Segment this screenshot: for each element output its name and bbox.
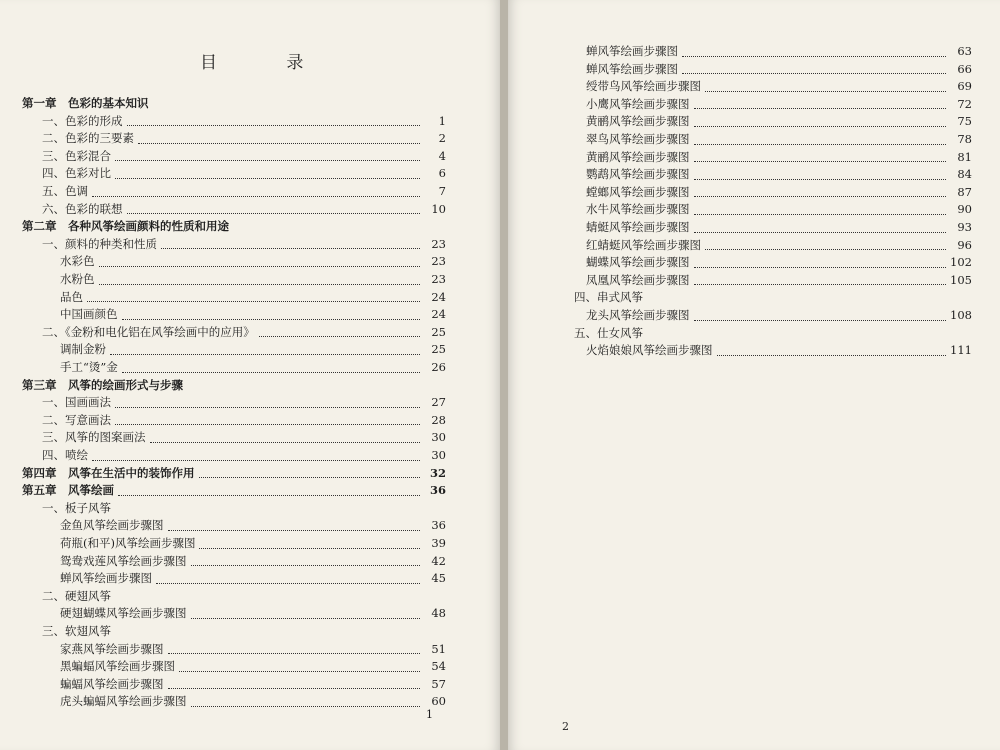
toc-entry-label: 黄鹂风筝绘画步骤图 [586, 114, 690, 129]
toc-entry [60, 516, 446, 534]
leader-dots [259, 326, 420, 337]
toc-entry-page: 45 [431, 571, 446, 586]
leader-dots [87, 291, 420, 302]
toc-entry-page: 51 [431, 641, 446, 656]
toc-entry [586, 148, 972, 166]
toc-entry-label: 黄鹂风筝绘画步骤图 [586, 149, 690, 164]
toc-entry-label: 黑蝙蝠风筝绘画步骤图 [60, 659, 175, 674]
toc-entry-page: 75 [957, 114, 972, 129]
toc-entry-label: 蝉风筝绘画步骤图 [586, 44, 678, 58]
book-gutter [500, 0, 508, 750]
leader-dots [179, 661, 420, 672]
leader-dots [694, 98, 947, 109]
leader-dots [191, 555, 421, 566]
toc-entry-page: 108 [950, 308, 972, 322]
toc-entry-label: 螳螂风筝绘画步骤图 [586, 184, 690, 199]
toc-entry-label: 第五章 风筝绘画 [22, 483, 114, 498]
toc-entry [42, 182, 446, 200]
toc-list-right [508, 0, 1000, 750]
toc-entry-label: 三、风筝的图案画法 [42, 430, 146, 445]
leader-dots [99, 256, 421, 267]
toc-entry-label: 五、仕女风筝 [574, 325, 643, 340]
leader-dots [694, 169, 947, 180]
leader-dots [191, 696, 421, 707]
toc-entry [60, 657, 446, 675]
toc-entry [42, 587, 446, 605]
leader-dots [115, 414, 420, 425]
toc-entry-label: 金鱼风筝绘画步骤图 [60, 518, 164, 533]
toc-entry-label: 六、色彩的联想 [42, 201, 123, 216]
leader-dots [115, 168, 420, 179]
toc-entry [586, 42, 972, 60]
toc-entry-page: 26 [431, 360, 446, 374]
toc-entry [60, 288, 446, 306]
toc-entry-page: 36 [431, 518, 446, 533]
toc-entry-page: 2 [438, 131, 446, 146]
toc-entry-label: 二、色彩的三要素 [42, 131, 134, 146]
toc-entry-page: 30 [431, 448, 446, 462]
toc-entry-page: 28 [431, 412, 446, 427]
leader-dots [694, 204, 947, 215]
toc-entry-label: 五、色调 [42, 184, 88, 198]
toc-entry-label: 一、颜料的种类和性质 [42, 236, 157, 251]
toc-entry [22, 464, 446, 482]
right-page [508, 0, 1000, 750]
leader-dots [705, 81, 946, 92]
toc-entry [586, 271, 972, 289]
toc-entry-label: 四、喷绘 [42, 448, 88, 462]
toc-entry-page: 27 [431, 395, 446, 410]
toc-entry-label: 荷瓶(和平)风筝绘画步骤图 [60, 536, 196, 550]
leader-dots [694, 222, 947, 233]
toc-entry-page: 69 [957, 79, 972, 94]
toc-entry-label: 四、串式风筝 [574, 290, 643, 305]
toc-entry-label: 龙头风筝绘画步骤图 [586, 308, 690, 322]
toc-entry-page: 105 [950, 272, 972, 287]
toc-entry-page: 66 [957, 61, 972, 76]
toc-title: 目 录 [200, 53, 336, 73]
toc-entry [586, 95, 972, 113]
toc-entry-label: 中国画颜色 [60, 307, 118, 322]
toc-entry-page: 93 [957, 220, 972, 234]
toc-entry [60, 340, 446, 358]
leader-dots [694, 151, 947, 162]
toc-entry [22, 481, 446, 499]
toc-entry [60, 534, 446, 552]
leader-dots [156, 573, 420, 584]
toc-entry-page: 30 [431, 430, 446, 445]
toc-entry-label: 第三章 风筝的绘画形式与步骤 [22, 377, 183, 392]
toc-entry-page: 84 [957, 167, 972, 182]
toc-entry [42, 428, 446, 446]
leader-dots [115, 397, 420, 408]
leader-dots [92, 186, 420, 197]
toc-entry [586, 165, 972, 183]
toc-entry [586, 306, 972, 324]
toc-entry [22, 376, 446, 394]
leader-dots [717, 345, 947, 356]
toc-entry-page: 57 [431, 676, 446, 691]
toc-entry [60, 270, 446, 288]
toc-entry-label: 三、色彩混合 [42, 148, 111, 163]
toc-entry [586, 130, 972, 148]
toc-entry-page: 102 [950, 255, 972, 270]
leader-dots [118, 485, 420, 496]
toc-entry-page: 87 [957, 184, 972, 199]
toc-entry [60, 675, 446, 693]
leader-dots [682, 46, 946, 57]
toc-entry-page: 96 [957, 237, 972, 252]
toc-entry-page: 32 [429, 465, 446, 480]
toc-entry [42, 411, 446, 429]
toc-entry-page: 63 [957, 44, 972, 58]
toc-entry [586, 200, 972, 218]
leader-dots [694, 116, 947, 127]
toc-entry-label: 红蜻蜓风筝绘画步骤图 [586, 237, 701, 252]
toc-entry-page: 48 [431, 606, 446, 621]
toc-entry-page: 25 [431, 342, 446, 357]
toc-entry-page: 36 [429, 483, 446, 498]
toc-entry [60, 569, 446, 587]
toc-entry-label: 鹦鹉风筝绘画步骤图 [586, 167, 690, 182]
toc-entry [60, 552, 446, 570]
toc-entry [42, 147, 446, 165]
toc-entry [586, 77, 972, 95]
toc-entry-label: 蝉风筝绘画步骤图 [60, 571, 152, 586]
toc-entry-label: 一、板子风筝 [42, 500, 111, 515]
toc-entry [60, 252, 446, 270]
toc-entry-label: 硬翅蝴蝶风筝绘画步骤图 [60, 606, 187, 621]
toc-entry-label: 二、《金粉和电化铝在风筝绘画中的应用》 [42, 324, 255, 339]
toc-entry-label: 翠鸟风筝绘画步骤图 [586, 132, 690, 146]
leader-dots [150, 432, 421, 443]
toc-entry-label: 水牛风筝绘画步骤图 [586, 202, 690, 217]
toc-entry-label: 蝙蝠风筝绘画步骤图 [60, 676, 164, 691]
toc-entry-label: 水粉色 [60, 272, 95, 286]
toc-entry-page: 39 [431, 536, 446, 550]
toc-entry [60, 604, 446, 622]
toc-entry-page: 23 [431, 236, 446, 251]
toc-entry-label: 调制金粉 [60, 342, 106, 357]
page-number-left: 1 [426, 708, 433, 721]
toc-entry-label: 水彩色 [60, 254, 95, 269]
toc-entry [60, 358, 446, 376]
toc-entry [586, 253, 972, 271]
toc-entry-label: 二、硬翅风筝 [42, 588, 111, 603]
toc-entry-page: 54 [431, 659, 446, 674]
toc-entry-label: 第二章 各种风筝绘画颜料的性质和用途 [22, 219, 229, 234]
toc-entry-page: 90 [957, 202, 972, 217]
toc-entry [42, 446, 446, 464]
leader-dots [694, 310, 947, 321]
leader-dots [110, 344, 420, 355]
toc-entry-label: 小鹰风筝绘画步骤图 [586, 96, 690, 111]
toc-entry-page: 24 [431, 289, 446, 304]
leader-dots [694, 134, 947, 145]
toc-entry-page: 23 [431, 272, 446, 286]
leader-dots [199, 538, 420, 549]
leader-dots [122, 362, 420, 373]
toc-entry-label: 蝉风筝绘画步骤图 [586, 61, 678, 76]
toc-entry [42, 622, 446, 640]
leader-dots [199, 467, 421, 478]
toc-entry-label: 四、色彩对比 [42, 166, 111, 181]
toc-entry-label: 虎头蝙蝠风筝绘画步骤图 [60, 694, 187, 709]
toc-entry-page: 42 [431, 553, 446, 568]
page-number-right: 2 [562, 720, 569, 733]
toc-entry [42, 200, 446, 218]
toc-entry-page: 10 [431, 201, 446, 216]
toc-entry-page: 81 [957, 149, 972, 164]
toc-entry-label: 第四章 风筝在生活中的装饰作用 [22, 465, 195, 480]
toc-entry [22, 217, 446, 235]
leader-dots [161, 238, 420, 249]
leader-dots [122, 309, 421, 320]
toc-entry-page: 4 [438, 148, 446, 163]
toc-entry [42, 112, 446, 130]
toc-entry [60, 692, 446, 710]
leader-dots [168, 678, 421, 689]
toc-entry [42, 323, 446, 341]
leader-dots [127, 115, 421, 126]
toc-entry-label: 二、写意画法 [42, 412, 111, 427]
leader-dots [168, 520, 421, 531]
toc-entry-label: 家燕风筝绘画步骤图 [60, 641, 164, 656]
toc-entry [42, 499, 446, 517]
toc-entry-page: 78 [957, 132, 972, 146]
leader-dots [705, 239, 946, 250]
toc-entry [42, 235, 446, 253]
toc-entry-label: 火焰娘娘风筝绘画步骤图 [586, 343, 713, 358]
toc-entry [60, 640, 446, 658]
leader-dots [694, 257, 947, 268]
toc-entry-page: 72 [957, 96, 972, 111]
toc-entry-page: 111 [950, 343, 972, 358]
toc-entry [574, 324, 972, 342]
toc-entry [42, 164, 446, 182]
toc-entry-page: 25 [431, 324, 446, 339]
toc-entry [42, 129, 446, 147]
toc-entry-label: 鸳鸯戏莲风筝绘画步骤图 [60, 553, 187, 568]
toc-entry [574, 288, 972, 306]
leader-dots [92, 450, 420, 461]
leader-dots [99, 274, 421, 285]
toc-entry [586, 341, 972, 359]
toc-entry-page: 1 [438, 113, 446, 128]
toc-entry-label: 第一章 色彩的基本知识 [22, 96, 149, 110]
leader-dots [138, 133, 420, 144]
toc-entry [586, 236, 972, 254]
toc-entry-page: 24 [431, 307, 446, 322]
leader-dots [694, 186, 947, 197]
toc-entry-label: 品色 [60, 289, 83, 304]
toc-entry-label: 蝴蝶风筝绘画步骤图 [586, 255, 690, 270]
toc-entry [586, 183, 972, 201]
toc-entry [42, 393, 446, 411]
leader-dots [191, 608, 421, 619]
leader-dots [115, 150, 420, 161]
toc-entry-label: 一、色彩的形成 [42, 113, 123, 128]
toc-entry [586, 112, 972, 130]
toc-entry-page: 6 [438, 166, 446, 181]
toc-entry-page: 60 [431, 694, 446, 709]
toc-entry-label: 绶带鸟风筝绘画步骤图 [586, 79, 701, 94]
leader-dots [127, 203, 421, 214]
leader-dots [682, 63, 946, 74]
toc-entry [60, 305, 446, 323]
toc-entry-label: 凤凰风筝绘画步骤图 [586, 272, 690, 287]
toc-entry-page: 7 [438, 184, 446, 198]
toc-entry-label: 一、国画画法 [42, 395, 111, 410]
leader-dots [168, 643, 421, 654]
toc-entry-label: 手工“烫”金 [60, 360, 118, 374]
toc-entry-page: 23 [431, 254, 446, 269]
toc-entry-label: 三、软翅风筝 [42, 624, 111, 638]
toc-entry [22, 94, 446, 112]
toc-entry [586, 218, 972, 236]
leader-dots [694, 274, 947, 285]
toc-entry-label: 蜻蜓风筝绘画步骤图 [586, 220, 690, 234]
toc-entry [586, 60, 972, 78]
